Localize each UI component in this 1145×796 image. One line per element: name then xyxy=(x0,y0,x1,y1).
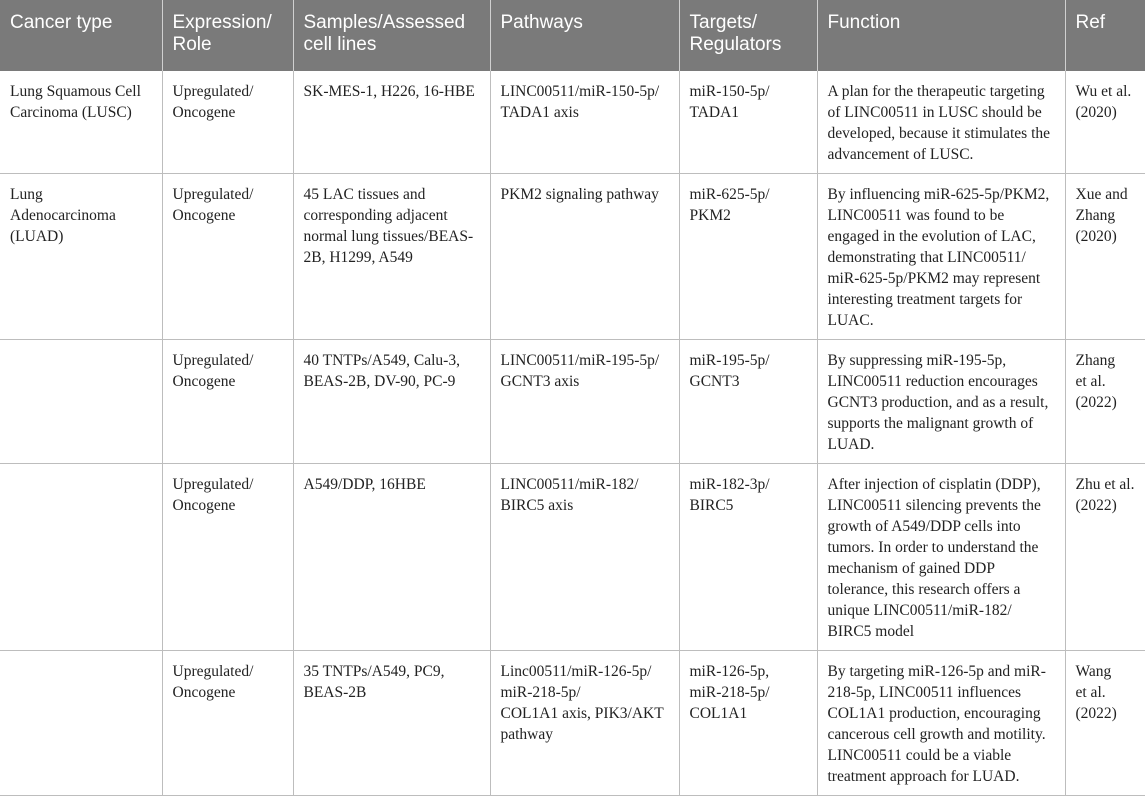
cell-line: miR-218-5p/ xyxy=(500,684,581,701)
cell-line: demonstrating that LINC00511/ xyxy=(827,249,1026,266)
cell-function xyxy=(817,174,1065,340)
cell-line: Lung Squamous Cell xyxy=(10,83,141,100)
cell-pathways xyxy=(490,651,679,796)
cell-line: LINC00511/miR-150-5p/ xyxy=(500,83,660,100)
cell-line: 45 LAC tissues and xyxy=(303,186,426,203)
cell-line: miR-195-5p/ xyxy=(689,352,770,369)
cell-line: A549/DDP, 16HBE xyxy=(303,476,426,493)
cell-line: LINC00511 could be a viable xyxy=(827,747,1012,764)
cell-line: TADA1 xyxy=(689,104,740,121)
cell-line: LINC00511 silencing prevents the xyxy=(827,497,1041,514)
cell-line: Oncogene xyxy=(172,497,236,514)
cell-line: Oncogene xyxy=(172,684,236,701)
cell-line: et al. xyxy=(1075,373,1106,390)
header-line: Targets/ xyxy=(689,12,758,33)
cell-pathways xyxy=(490,71,679,174)
table-body xyxy=(0,71,1145,796)
cell-function xyxy=(817,651,1065,796)
cell-line: GCNT3 production, and as a result, xyxy=(827,394,1049,411)
cell-cancer-type xyxy=(0,464,162,651)
cell-targets xyxy=(679,71,817,174)
cell-line: After injection of cisplatin (DDP), xyxy=(827,476,1041,493)
cell-function xyxy=(817,464,1065,651)
cell-samples xyxy=(293,174,490,340)
cell-function xyxy=(817,340,1065,464)
cell-line: Oncogene xyxy=(172,207,236,224)
cell-line: SK-MES-1, H226, 16-HBE xyxy=(303,83,475,100)
cell-pathways xyxy=(490,174,679,340)
cell-line: Zhu et al. xyxy=(1075,476,1135,493)
cell-line: tolerance, this research offers a xyxy=(827,581,1021,598)
cell-targets xyxy=(679,464,817,651)
cell-line: LINC00511 reduction encourages xyxy=(827,373,1038,390)
cell-line: cancerous cell growth and motility. xyxy=(827,726,1046,743)
cell-expression-role xyxy=(162,340,293,464)
cell-line: BEAS-2B xyxy=(303,684,367,701)
cell-line: engaged in the evolution of LAC, xyxy=(827,228,1036,245)
cell-line: (2020) xyxy=(1075,228,1117,245)
cell-expression-role xyxy=(162,71,293,174)
cell-ref xyxy=(1065,174,1145,340)
cell-line: of LINC00511 in LUSC should be xyxy=(827,104,1042,121)
cell-targets xyxy=(679,340,817,464)
header-cancer-type: Cancer type xyxy=(0,0,162,71)
cell-line: LINC00511 was found to be xyxy=(827,207,1005,224)
cell-line: miR-625-5p/PKM2 may represent xyxy=(827,270,1041,287)
cell-line: BIRC5 xyxy=(689,497,734,514)
cell-cancer-type xyxy=(0,651,162,796)
cell-line: supports the malignant growth of xyxy=(827,415,1034,432)
cell-samples xyxy=(293,340,490,464)
cell-line: 40 TNTPs/A549, Calu-3, xyxy=(303,352,460,369)
table-row xyxy=(0,340,1145,464)
cell-expression-role xyxy=(162,651,293,796)
cell-line: (2022) xyxy=(1075,394,1117,411)
header-function: Function xyxy=(817,0,1065,71)
cell-line: COL1A1 xyxy=(689,705,748,722)
cell-line: miR-625-5p/ xyxy=(689,186,770,203)
cell-targets xyxy=(679,174,817,340)
header-targets xyxy=(679,0,817,71)
cell-pathways xyxy=(490,340,679,464)
cell-line: 218-5p, LINC00511 influences xyxy=(827,684,1022,701)
cell-line: Upregulated/ xyxy=(172,663,254,680)
cell-line: Upregulated/ xyxy=(172,352,254,369)
cell-line: Oncogene xyxy=(172,104,236,121)
table-row xyxy=(0,464,1145,651)
cell-line: miR-218-5p/ xyxy=(689,684,770,701)
cell-line: 35 TNTPs/A549, PC9, xyxy=(303,663,445,680)
cell-line: Oncogene xyxy=(172,373,236,390)
header-line: Samples/Assessed xyxy=(303,12,466,33)
cell-line: (2022) xyxy=(1075,705,1117,722)
table-row xyxy=(0,174,1145,340)
cell-line: LUAD. xyxy=(827,436,875,453)
cell-line: et al. xyxy=(1075,684,1106,701)
cell-line: COL1A1 production, encouraging xyxy=(827,705,1041,722)
cell-ref xyxy=(1065,340,1145,464)
cell-line: Wang xyxy=(1075,663,1112,680)
cell-line: Wu et al. xyxy=(1075,83,1132,100)
cell-line: miR-150-5p/ xyxy=(689,83,770,100)
cell-line: miR-126-5p, xyxy=(689,663,770,680)
cell-line: GCNT3 xyxy=(689,373,740,390)
cell-line: Zhang xyxy=(1075,207,1116,224)
cell-line: By suppressing miR-195-5p, xyxy=(827,352,1007,369)
cell-line: normal lung tissues/BEAS- xyxy=(303,228,474,245)
cell-line: Upregulated/ xyxy=(172,476,254,493)
cell-line: BIRC5 axis xyxy=(500,497,574,514)
header-line: Role xyxy=(172,34,212,55)
cell-line: treatment approach for LUAD. xyxy=(827,768,1020,785)
cell-targets xyxy=(679,651,817,796)
cell-expression-role xyxy=(162,174,293,340)
cell-expression-role xyxy=(162,464,293,651)
cell-line: Xue and xyxy=(1075,186,1128,203)
header-samples xyxy=(293,0,490,71)
cell-line: LINC00511/miR-182/ xyxy=(500,476,639,493)
header-expression-role xyxy=(162,0,293,71)
table-header xyxy=(0,0,1145,71)
table-row xyxy=(0,651,1145,796)
cell-line: BEAS-2B, DV-90, PC-9 xyxy=(303,373,456,390)
cell-line: unique LINC00511/miR-182/ xyxy=(827,602,1012,619)
cell-line: pathway xyxy=(500,726,554,743)
cell-line: By influencing miR-625-5p/PKM2, xyxy=(827,186,1050,203)
cell-line: BIRC5 model xyxy=(827,623,915,640)
cell-line: LUAC. xyxy=(827,312,874,329)
cell-line: PKM2 xyxy=(689,207,731,224)
cell-line: growth of A549/DDP cells into xyxy=(827,518,1021,535)
cell-samples xyxy=(293,464,490,651)
cell-ref xyxy=(1065,651,1145,796)
cell-samples xyxy=(293,71,490,174)
cell-function xyxy=(817,71,1065,174)
cell-line: PKM2 signaling pathway xyxy=(500,186,659,203)
cell-line: Carcinoma (LUSC) xyxy=(10,104,132,121)
cell-line: LINC00511/miR-195-5p/ xyxy=(500,352,660,369)
cell-line: 2B, H1299, A549 xyxy=(303,249,413,266)
cell-line: Linc00511/miR-126-5p/ xyxy=(500,663,652,680)
header-pathways: Pathways xyxy=(490,0,679,71)
cell-line: interesting treatment targets for xyxy=(827,291,1023,308)
cell-cancer-type xyxy=(0,174,162,340)
cell-line: COL1A1 axis, PIK3/AKT xyxy=(500,705,664,722)
cell-line: GCNT3 axis xyxy=(500,373,580,390)
cell-line: miR-182-3p/ xyxy=(689,476,770,493)
cell-line: developed, because it stimulates the xyxy=(827,125,1051,142)
cell-line: Zhang xyxy=(1075,352,1116,369)
cell-line: (2022) xyxy=(1075,497,1117,514)
cell-pathways xyxy=(490,464,679,651)
cell-ref xyxy=(1065,464,1145,651)
header-line: Regulators xyxy=(689,34,782,55)
cell-line: (2020) xyxy=(1075,104,1117,121)
cell-line: By targeting miR-126-5p and miR- xyxy=(827,663,1046,680)
cell-samples xyxy=(293,651,490,796)
cell-ref xyxy=(1065,71,1145,174)
cell-line: Lung xyxy=(10,186,43,203)
cell-line: (LUAD) xyxy=(10,228,64,245)
cell-line: A plan for the therapeutic targeting xyxy=(827,83,1045,100)
cell-line: Adenocarcinoma xyxy=(10,207,116,224)
cell-line: Upregulated/ xyxy=(172,83,254,100)
cell-line: advancement of LUSC. xyxy=(827,146,974,163)
cell-line: mechanism of gained DDP xyxy=(827,560,995,577)
table-row xyxy=(0,71,1145,174)
header-line: Expression/ xyxy=(172,12,272,33)
cell-cancer-type xyxy=(0,71,162,174)
cell-line: TADA1 axis xyxy=(500,104,579,121)
cell-line: corresponding adjacent xyxy=(303,207,448,224)
cell-line: tumors. In order to understand the xyxy=(827,539,1039,556)
header-line: cell lines xyxy=(303,34,377,55)
header-ref: Ref xyxy=(1065,0,1145,71)
cell-line: Upregulated/ xyxy=(172,186,254,203)
cell-cancer-type xyxy=(0,340,162,464)
